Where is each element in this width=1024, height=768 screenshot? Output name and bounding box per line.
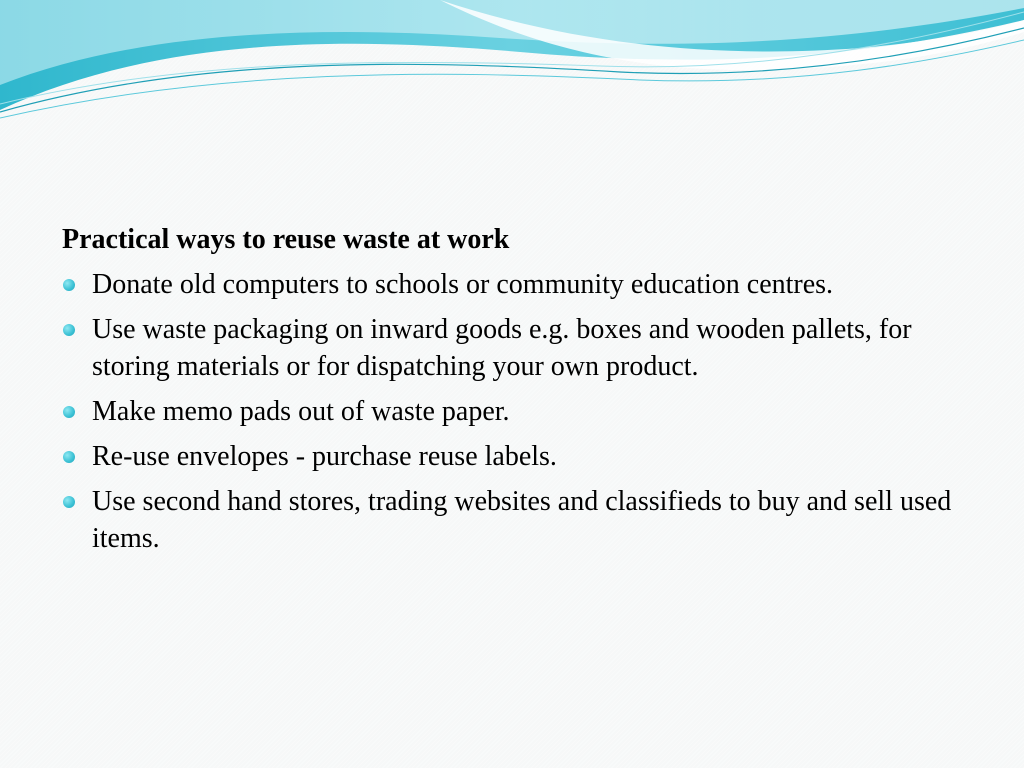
bullet-text: Donate old computers to schools or community education centres. — [92, 269, 834, 300]
bullet-list — [62, 266, 962, 557]
list-item — [62, 483, 962, 557]
bullet-icon — [63, 406, 75, 418]
bullet-icon — [63, 496, 75, 508]
slide-content — [62, 222, 962, 565]
list-item — [62, 266, 962, 303]
wave-header-decoration — [0, 0, 1024, 130]
bullet-text: Use second hand stores, trading websites and classifieds to buy and sell used items. — [92, 486, 952, 554]
bullet-text: Use waste packaging on inward goods e.g. boxes and wooden pallets, for storing materials or for dispatching your own product. — [92, 314, 912, 382]
bullet-text: Re-use envelopes - purchase reuse labels. — [92, 441, 557, 472]
bullet-text: Make memo pads out of waste paper. — [92, 396, 510, 427]
list-item — [62, 438, 962, 475]
list-item — [62, 311, 962, 385]
bullet-icon — [63, 451, 75, 463]
bullet-icon — [63, 324, 75, 336]
slide-heading: Practical ways to reuse waste at work — [62, 224, 510, 255]
list-item — [62, 393, 962, 430]
bullet-icon — [63, 279, 75, 291]
